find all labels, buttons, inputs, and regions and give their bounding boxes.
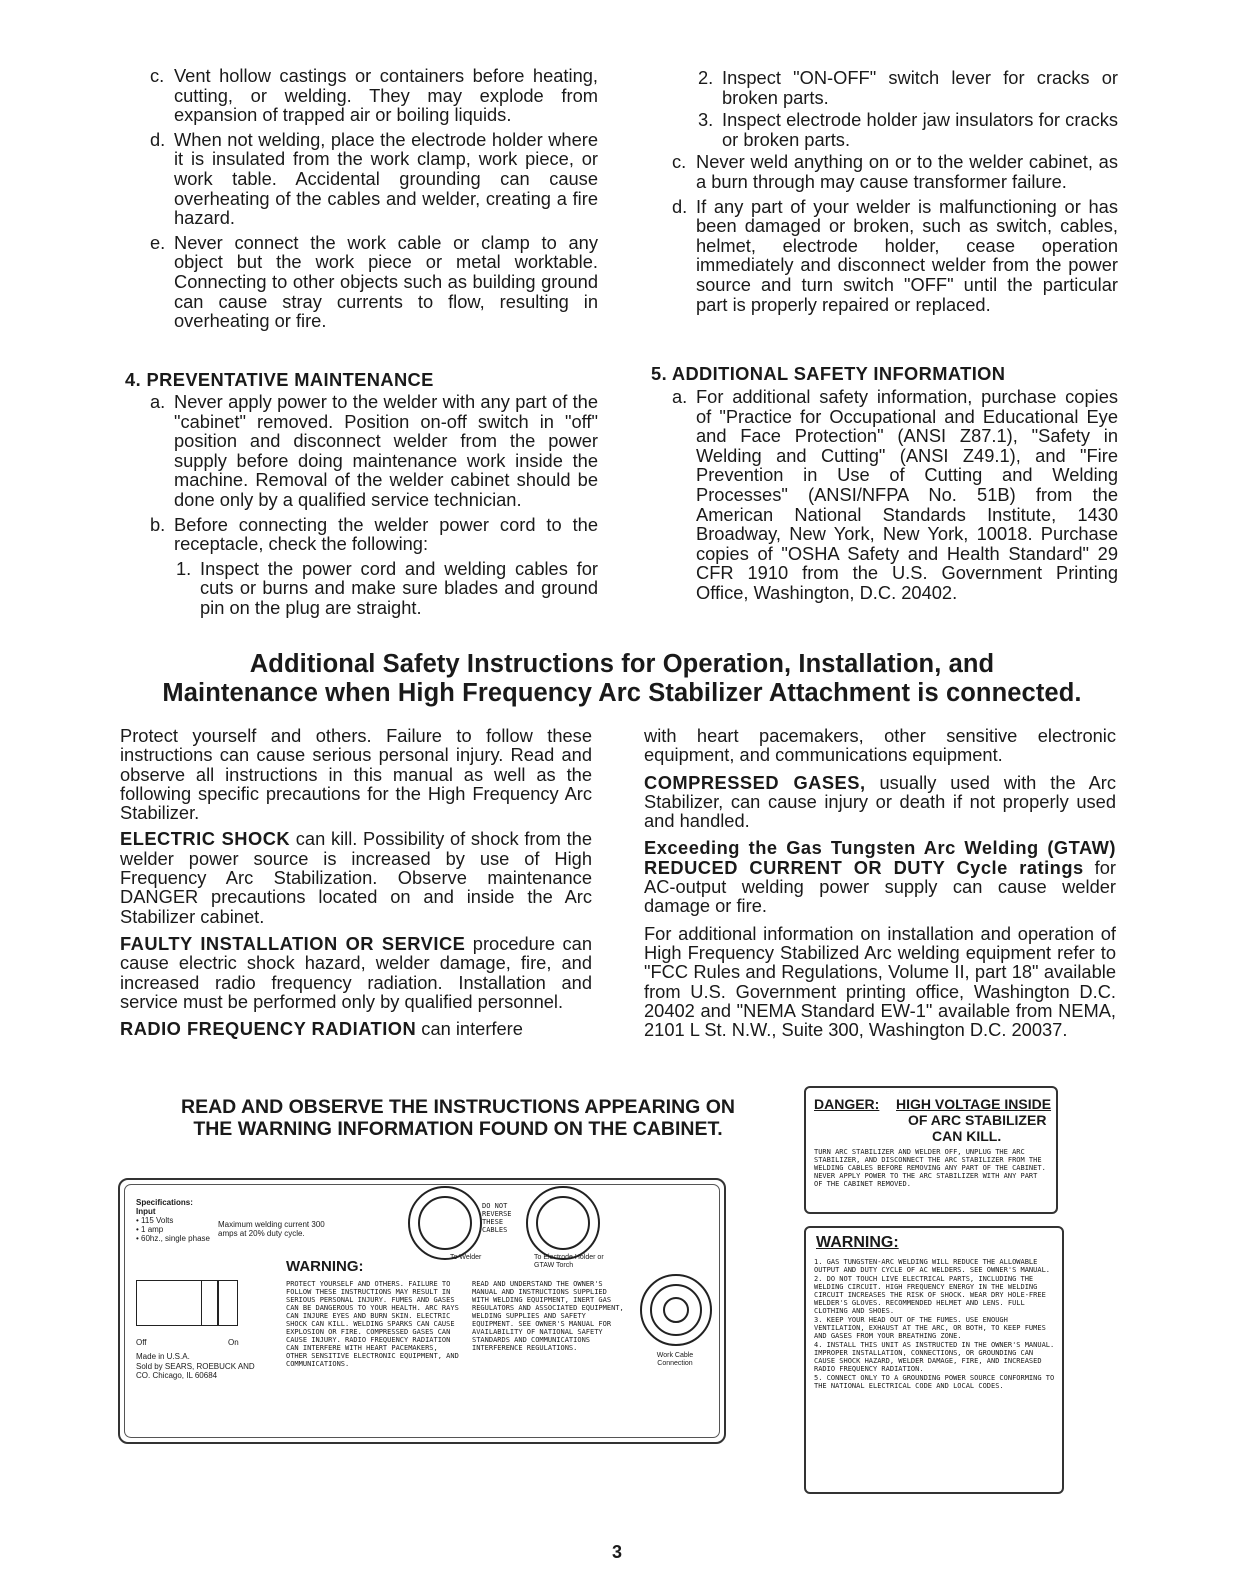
- item-b3: [696, 110, 1118, 149]
- to-welder-label: To Welder: [450, 1254, 482, 1261]
- faulty-installation-text: procedure can cause electric shock hazard, welder damage, fire, and increased radio frequency radiation. Installation and service must be performed only by qualified personnel.: [120, 932, 592, 1012]
- radio-frequency-text: can interfere: [416, 1018, 523, 1040]
- read-notice-line-2: THE WARNING INFORMATION FOUND ON THE CABINET.: [193, 1118, 723, 1140]
- right-column-top: [672, 68, 1118, 319]
- read-notice-line-1: READ AND OBSERVE THE INSTRUCTIONS APPEARING ON: [181, 1096, 735, 1118]
- item-4b1: [174, 559, 598, 618]
- do-not-reverse: DO NOT REVERSE THESE CABLES: [482, 1202, 512, 1234]
- left-column-section4: [150, 392, 598, 621]
- compressed-gases-label: COMPRESSED GASES,: [644, 771, 866, 793]
- danger-line-1: HIGH VOLTAGE INSIDE: [896, 1096, 1052, 1112]
- title-line-2: Maintenance when High Frequency Arc Stabilizer Attachment is connected.: [162, 679, 1082, 707]
- specs-volts: • 115 Volts: [136, 1216, 174, 1225]
- item-e-work-cable: [150, 233, 598, 331]
- title-line-1: Additional Safety Instructions for Operation, Installation, and: [249, 650, 995, 678]
- item-d-electrode: [150, 130, 598, 228]
- switch-left-half: [137, 1281, 202, 1325]
- page-number: 3: [612, 1542, 623, 1562]
- danger-body: TURN ARC STABILIZER AND WELDER OFF, UNPLUG THE ARC STABILIZER, AND DISCONNECT THE ARC STABILIZER FROM THE WELDING CABLES BEFORE REMOVING ANY PART OF THE CABINET. NEVER APPLY POWER TO THE ARC STABILIZER WITH ANY PART OF THE CABINET REMOVED.: [814, 1148, 1046, 1188]
- welder-terminal-ring-inner: [418, 1196, 472, 1250]
- item-text: For additional safety information, purchase copies of "Practice for Occupational and Educational Eye and Face Protection" (ANSI Z87.1), "Safety in Welding and Cutting" (ANSI Z49.1), and "Fire Prevention in Use of Cutting and Welding Processes" (ANSI/NFPA No. 51B) from the American National Standards Institute, 1430 Broadway, New York, New York, 10018. Purchase copies of "OSHA Safety and Health Standard" 29 CFR 1910 from the U.S. Government Printing Office, Washington, D.C. 20402.: [696, 386, 1118, 603]
- made-in-usa: Made in U.S.A.: [136, 1352, 190, 1361]
- item-text: Never apply power to the welder with any part of the "cabinet" removed. Position on-off switch in "off" position and disconnect welder from the power supply before doing maintenance work inside the machine. Removal of the welder cabinet should be done only by a qualified service technician.: [174, 391, 598, 510]
- electric-shock-label: ELECTRIC SHOCK: [120, 828, 291, 850]
- body-left-column: [120, 726, 592, 1046]
- item-4b: [150, 515, 598, 554]
- cabinet-label: [118, 1178, 726, 1444]
- item-text: Inspect "ON-OFF" switch lever for cracks or broken parts.: [722, 67, 1118, 108]
- gtaw-label: Exceeding the Gas Tungsten Arc Welding (GTAW) REDUCED CURRENT OR DUTY Cycle ratings: [644, 837, 1116, 878]
- danger-line-2: OF ARC STABILIZER: [908, 1112, 1047, 1128]
- item-text: When not welding, place the electrode holder where it is insulated from the work clamp, work piece, or work table. Accidental grounding can cause overheating of the cables and welder, creating a fire hazard.: [174, 128, 598, 229]
- switch-off-label: Off: [136, 1338, 147, 1347]
- para-faulty-installation: [120, 934, 592, 1011]
- item-text: If any part of your welder is malfunctioning or has been damaged or broken, such as switch, cables, helmet, electrode holder, cease operation immediately and disconnect welder from the power source and turn switch "OFF" until the particular part is properly repaired or replaced.: [696, 195, 1118, 315]
- warning-title: WARNING:: [816, 1234, 899, 1251]
- item-label: b.: [150, 513, 166, 535]
- para-electric-shock: [120, 829, 592, 925]
- specs-input: Input: [136, 1207, 156, 1216]
- danger-line-3: CAN KILL.: [932, 1128, 1002, 1144]
- section4-heading: 4. PREVENTATIVE MAINTENANCE: [125, 369, 434, 390]
- para-additional-info: For additional information on installation and operation of High Frequency Stabilized Arc welding equipment refer to "FCC Rules and Regulations, Volume II, part 18" available from U.S. Government printing office, Washington D.C. 20402 and "NEMA Standard EW-1" available from NEMA, 2101 L St. N.W., Suite 300, Washington D.C. 20037.: [644, 922, 1116, 1041]
- item-c-never-weld: [672, 152, 1118, 191]
- item-label: d.: [150, 128, 166, 150]
- item-label: a.: [150, 391, 166, 412]
- faulty-installation-label: FAULTY INSTALLATION OR SERVICE: [120, 932, 466, 954]
- electric-shock-text: can kill. Possibility of shock from the welder power source is increased by use of High Frequency Arc Stabilization. Observe maintenance DANGER precautions located on and inside the Arc Stabilizer cabinet.: [120, 828, 592, 927]
- warning-label: [804, 1226, 1064, 1494]
- switch-divider: [217, 1281, 219, 1325]
- specs-title: Specifications:: [136, 1198, 193, 1207]
- read-notice: [128, 1096, 788, 1140]
- sold-by: Sold by SEARS, ROEBUCK AND CO. Chicago, IL 60684: [136, 1362, 255, 1380]
- specs-hz: • 60hz., single phase: [136, 1234, 210, 1243]
- item-text: Inspect electrode holder jaw insulators for cracks or broken parts.: [722, 109, 1118, 150]
- item-text: Inspect the power cord and welding cables for cuts or burns and make sure blades and ground pin on the plug are straight.: [200, 557, 598, 618]
- cabinet-warning-title: WARNING:: [286, 1258, 364, 1275]
- item-c-vent: [150, 66, 598, 125]
- item-text: Before connecting the welder power cord to the receptacle, check the following:: [174, 513, 598, 555]
- warning-item-5: 5. CONNECT ONLY TO A GROUNDING POWER SOURCE CONFORMING TO THE NATIONAL ELECTRICAL CODE AND LOCAL CODES.: [814, 1374, 1055, 1390]
- item-label: 1.: [176, 557, 192, 579]
- compressed-gases-text: usually used with the Arc Stabilizer, can cause injury or death if not properly used and handled.: [644, 771, 1117, 832]
- cabinet-warning-right: READ AND UNDERSTAND THE OWNER'S MANUAL AND INSTRUCTIONS SUPPLIED WITH WELDING EQUIPMENT, INERT GAS REGULATORS AND ASSOCIATED EQUIPMENT, WELDING SUPPLIES AND SAFETY EQUIPMENT. SEE OWNER'S MANUAL FOR AVAILABILITY OF NATIONAL SAFETY STANDARDS AND COMMUNICATIONS INTERFERENCE REGULATIONS.: [472, 1280, 624, 1352]
- item-b2: [696, 68, 1118, 107]
- radio-frequency-label: RADIO FREQUENCY RADIATION: [120, 1018, 417, 1040]
- item-d-malfunction: [672, 197, 1118, 315]
- para-radio-frequency: [120, 1019, 592, 1038]
- danger-label: [804, 1086, 1058, 1214]
- gtaw-text: for AC-output welding power supply can cause welder damage or fire.: [644, 856, 1116, 917]
- specs-amp: • 1 amp: [136, 1225, 164, 1234]
- to-electrode-label: To Electrode Holder or GTAW Torch: [534, 1254, 604, 1269]
- warning-item-4: 4. INSTALL THIS UNIT AS INSTRUCTED IN THE OWNER'S MANUAL. IMPROPER INSTALLATION, CONNECTIONS, OR GROUNDING CAN CAUSE SHOCK HAZARD, WELDER DAMAGE, FIRE, AND INCREASED RADIO FREQUENCY RADIATION.: [814, 1341, 1055, 1373]
- switch-on-label: On: [228, 1338, 239, 1347]
- item-5a: [672, 387, 1118, 603]
- warning-item-1: 1. GAS TUNGSTEN-ARC WELDING WILL REDUCE THE ALLOWABLE OUTPUT AND DUTY CYCLE OF AC WELDERS. SEE OWNER'S MANUAL.: [814, 1258, 1051, 1274]
- item-label: 2.: [698, 67, 714, 88]
- work-cable-label: Work Cable Connection: [656, 1352, 694, 1367]
- item-label: e.: [150, 231, 166, 253]
- section5-heading: 5. ADDITIONAL SAFETY INFORMATION: [651, 363, 1006, 384]
- electrode-terminal-ring-inner: [536, 1196, 590, 1250]
- item-label: c.: [672, 151, 687, 173]
- switch-graphic: [136, 1280, 238, 1326]
- right-column-section5: [672, 387, 1118, 608]
- item-label: 3.: [698, 109, 714, 131]
- item-text: Vent hollow castings or containers before heating, cutting, or welding. They may explode from expansion of trapped air or boiling liquids.: [174, 65, 598, 126]
- work-cable-ring-inner: [663, 1297, 689, 1323]
- para-gtaw: [644, 838, 1116, 915]
- cabinet-warning-left: PROTECT YOURSELF AND OTHERS. FAILURE TO FOLLOW THESE INSTRUCTIONS MAY RESULT IN SERIOUS PERSONAL INJURY. FUMES AND GASES CAN BE DANGEROUS TO YOUR HEALTH. ARC RAYS CAN INJURE EYES AND BURN SKIN. ELECTRIC SHOCK CAN KILL. WELDING SPARKS CAN CAUSE EXPLOSION OR FIRE. COMPRESSED GASES CAN CAUSE INJURY. RADIO FREQUENCY RADIATION CAN INTERFERE WITH HEART PACEMAKERS, OTHER SENSITIVE ELECTRONIC EQUIPMENT, AND COMMUNICATIONS.: [286, 1280, 459, 1368]
- left-column-top: [150, 66, 598, 336]
- warning-item-2: 2. DO NOT TOUCH LIVE ELECTRICAL PARTS, INCLUDING THE WELDING CIRCUIT. HIGH FREQUENCY ENERGY IN THE WELDING CIRCUIT INCREASES THE RISK OF SHOCK. WEAR DRY HOLE-FREE WELDER'S GLOVES. RECOMMENDED HELMET AND LENS. FULL CLOTHING AND SHOES.: [814, 1275, 1046, 1315]
- page-title: [60, 650, 1184, 708]
- warning-items: [814, 1258, 1056, 1390]
- para-protect: Protect yourself and others. Failure to follow these instructions can cause serious personal injury. Read and observe all instructions in this manual as well as the following specific precautions for the High Frequency Arc Stabilizer.: [120, 725, 592, 824]
- para-pacemakers: with heart pacemakers, other sensitive electronic equipment, and communications equipment.: [644, 725, 1116, 766]
- item-label: a.: [672, 386, 688, 407]
- danger-prefix: DANGER:: [814, 1096, 880, 1112]
- item-text: Never connect the work cable or clamp to any object but the work piece or metal worktable. Connecting to other objects such as building ground can cause stray currents to flow, resulting in overheating or fire.: [174, 231, 598, 332]
- item-text: Never weld anything on or to the welder cabinet, as a burn through may cause transformer failure.: [696, 151, 1118, 192]
- warning-item-3: 3. KEEP YOUR HEAD OUT OF THE FUMES. USE ENOUGH VENTILATION, EXHAUST AT THE ARC, OR BOTH, TO KEEP FUMES AND GASES FROM YOUR BREATHING ZONE.: [814, 1316, 1046, 1340]
- item-4a: [150, 392, 598, 510]
- para-compressed-gases: [644, 773, 1116, 831]
- body-right-column: [644, 726, 1116, 1047]
- item-label: d.: [672, 195, 688, 217]
- max-current: Maximum welding current 300 amps at 20% duty cycle.: [218, 1220, 325, 1238]
- item-label: c.: [150, 65, 165, 86]
